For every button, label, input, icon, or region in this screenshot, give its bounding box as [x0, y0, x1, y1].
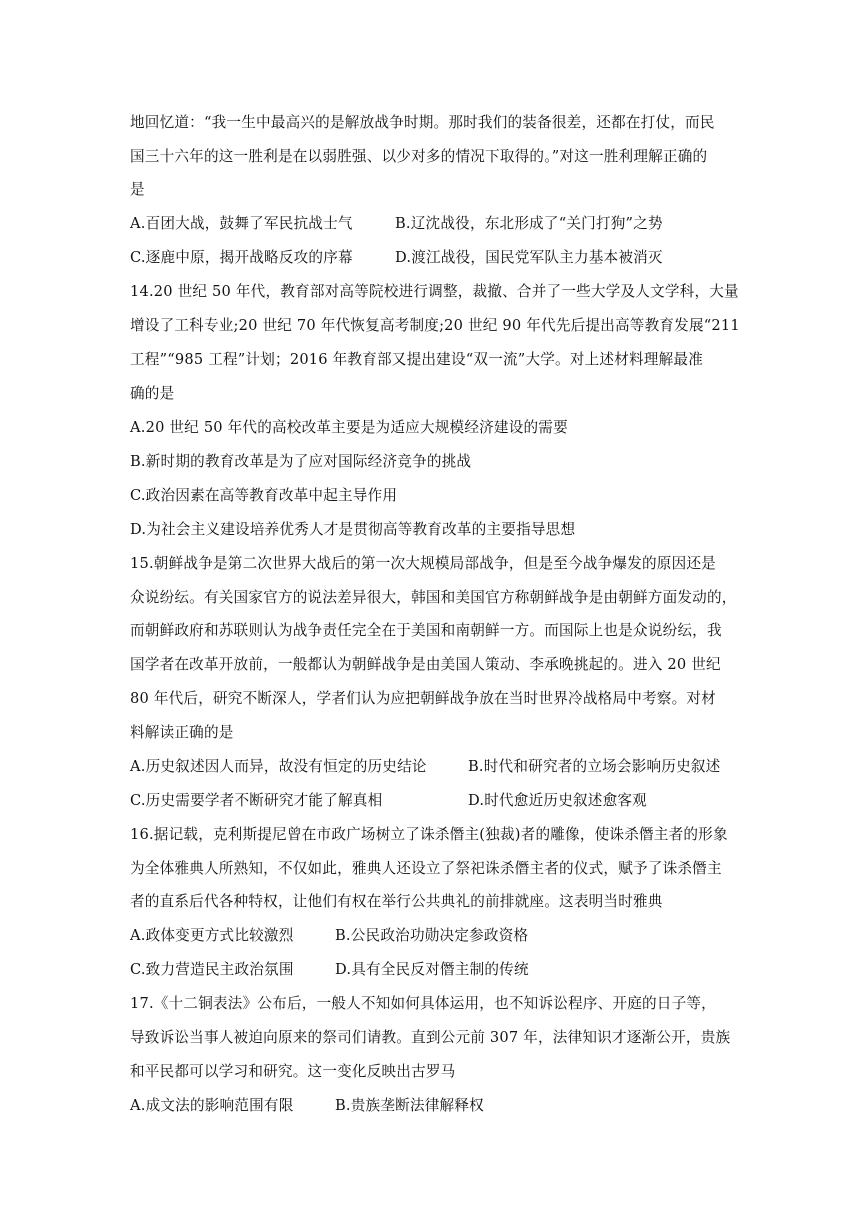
q14-stem-line-2: 增设了工科专业;20 世纪 70 年代恢复高考制度;20 世纪 90 年代先后提出高等教育发展“211 — [130, 317, 740, 334]
q14-stem-line-4: 确的是 — [130, 385, 175, 402]
q15-stem-line-1: 15.朝鲜战争是第二次世界大战后的第一次大规模局部战争，但是至今战争爆发的原因还是 — [130, 555, 716, 572]
q14-stem-line-3: 工程”“985 工程”计划；2016 年教育部又提出建设“双一流”大学。对上述材料理解最准 — [130, 351, 703, 368]
q16-option-c[interactable]: C.致力营造民主政治氛围 — [130, 961, 294, 978]
q13-stem-line-3: 是 — [130, 181, 145, 198]
q13-option-a[interactable]: A.百团大战，鼓舞了军民抗战士气 — [130, 215, 353, 232]
q17-stem-line-1: 17.《十二铜表法》公布后，一般人不知如何具体运用，也不知诉讼程序、开庭的日子等， — [130, 995, 716, 1012]
q14-option-c[interactable]: C.政治因素在高等教育改革中起主导作用 — [130, 487, 398, 504]
q16-stem-line-1: 16.据记载，克利斯提尼曾在市政广场树立了诛杀僭主(独裁)者的雕像，使诛杀僭主者的形象 — [130, 826, 728, 843]
q15-stem-line-3: 而朝鲜政府和苏联则认为战争责任完全在于美国和南朝鲜一方。而国际上也是众说纷纭，我 — [130, 622, 722, 639]
q16-option-a[interactable]: A.政体变更方式比较激烈 — [130, 927, 294, 944]
q15-stem-line-4: 国学者在改革开放前，一般都认为朝鲜战争是由美国人策动、李承晚挑起的。进入 20 世纪 — [130, 656, 721, 673]
q14-option-d[interactable]: D.为社会主义建设培养优秀人才是贯彻高等教育改革的主要指导思想 — [130, 521, 576, 538]
q17-stem-line-2: 导致诉讼当事人被迫向原来的祭司们请教。直到公元前 307 年，法律知识才逐渐公开，贵族 — [130, 1029, 731, 1046]
q15-option-b[interactable]: B.时代和研究者的立场会影响历史叙述 — [468, 758, 721, 775]
q16-stem-line-2: 为全体雅典人所熟知，不仅如此，雅典人还设立了祭祀诛杀僭主者的仪式，赋予了诛杀僭主 — [130, 860, 722, 877]
q17-option-b[interactable]: B.贵族垄断法律解释权 — [335, 1097, 484, 1114]
q15-stem-line-5: 80 年代后，研究不断深人，学者们认为应把朝鲜战争放在当时世界冷战格局中考察。对材 — [130, 690, 716, 707]
q15-option-a[interactable]: A.历史叙述因人而异，故没有恒定的历史结论 — [130, 758, 427, 775]
q17-option-a[interactable]: A.成文法的影响范围有限 — [130, 1097, 294, 1114]
q13-option-d[interactable]: D.渡江战役，国民党军队主力基本被消灭 — [395, 249, 663, 266]
q15-option-c[interactable]: C.历史需要学者不断研究才能了解真相 — [130, 792, 383, 809]
q16-stem-line-3: 者的直系后代各种特权，让他们有权在举行公共典礼的前排就座。这表明当时雅典 — [130, 893, 663, 910]
q15-option-d[interactable]: D.时代愈近历史叙述愈客观 — [468, 792, 647, 809]
q14-stem-line-1: 14.20 世纪 50 年代，教育部对高等院校进行调整，裁撤、合并了一些大学及人文学科，大量 — [130, 283, 739, 300]
q15-stem-line-6: 料解读正确的是 — [130, 724, 234, 741]
q15-stem-line-2: 众说纷纭。有关国家官方的说法差异很大，韩国和美国官方称朝鲜战争是由朝鲜方面发动的， — [130, 589, 737, 606]
q13-stem-line-1: 地回忆道：“我一生中最高兴的是解放战争时期。那时我们的装备很差，还都在打仗，而民 — [130, 114, 715, 131]
q13-option-b[interactable]: B.辽沈战役，东北形成了“关门打狗”之势 — [395, 215, 663, 232]
q16-option-b[interactable]: B.公民政治功勋决定参政资格 — [335, 927, 529, 944]
q14-option-a[interactable]: A.20 世纪 50 年代的高校改革主要是为适应大规模经济建设的需要 — [130, 419, 568, 436]
q16-option-d[interactable]: D.具有全民反对僭主制的传统 — [335, 961, 529, 978]
q13-option-c[interactable]: C.逐鹿中原，揭开战略反攻的序幕 — [130, 249, 353, 266]
q17-stem-line-3: 和平民都可以学习和研究。这一变化反映出古罗马 — [130, 1063, 456, 1080]
q13-stem-line-2: 国三十六年的这一胜利是在以弱胜强、以少对多的情况下取得的。”对这一胜利理解正确的 — [130, 148, 708, 165]
q14-option-b[interactable]: B.新时期的教育改革是为了应对国际经济竞争的挑战 — [130, 453, 472, 470]
